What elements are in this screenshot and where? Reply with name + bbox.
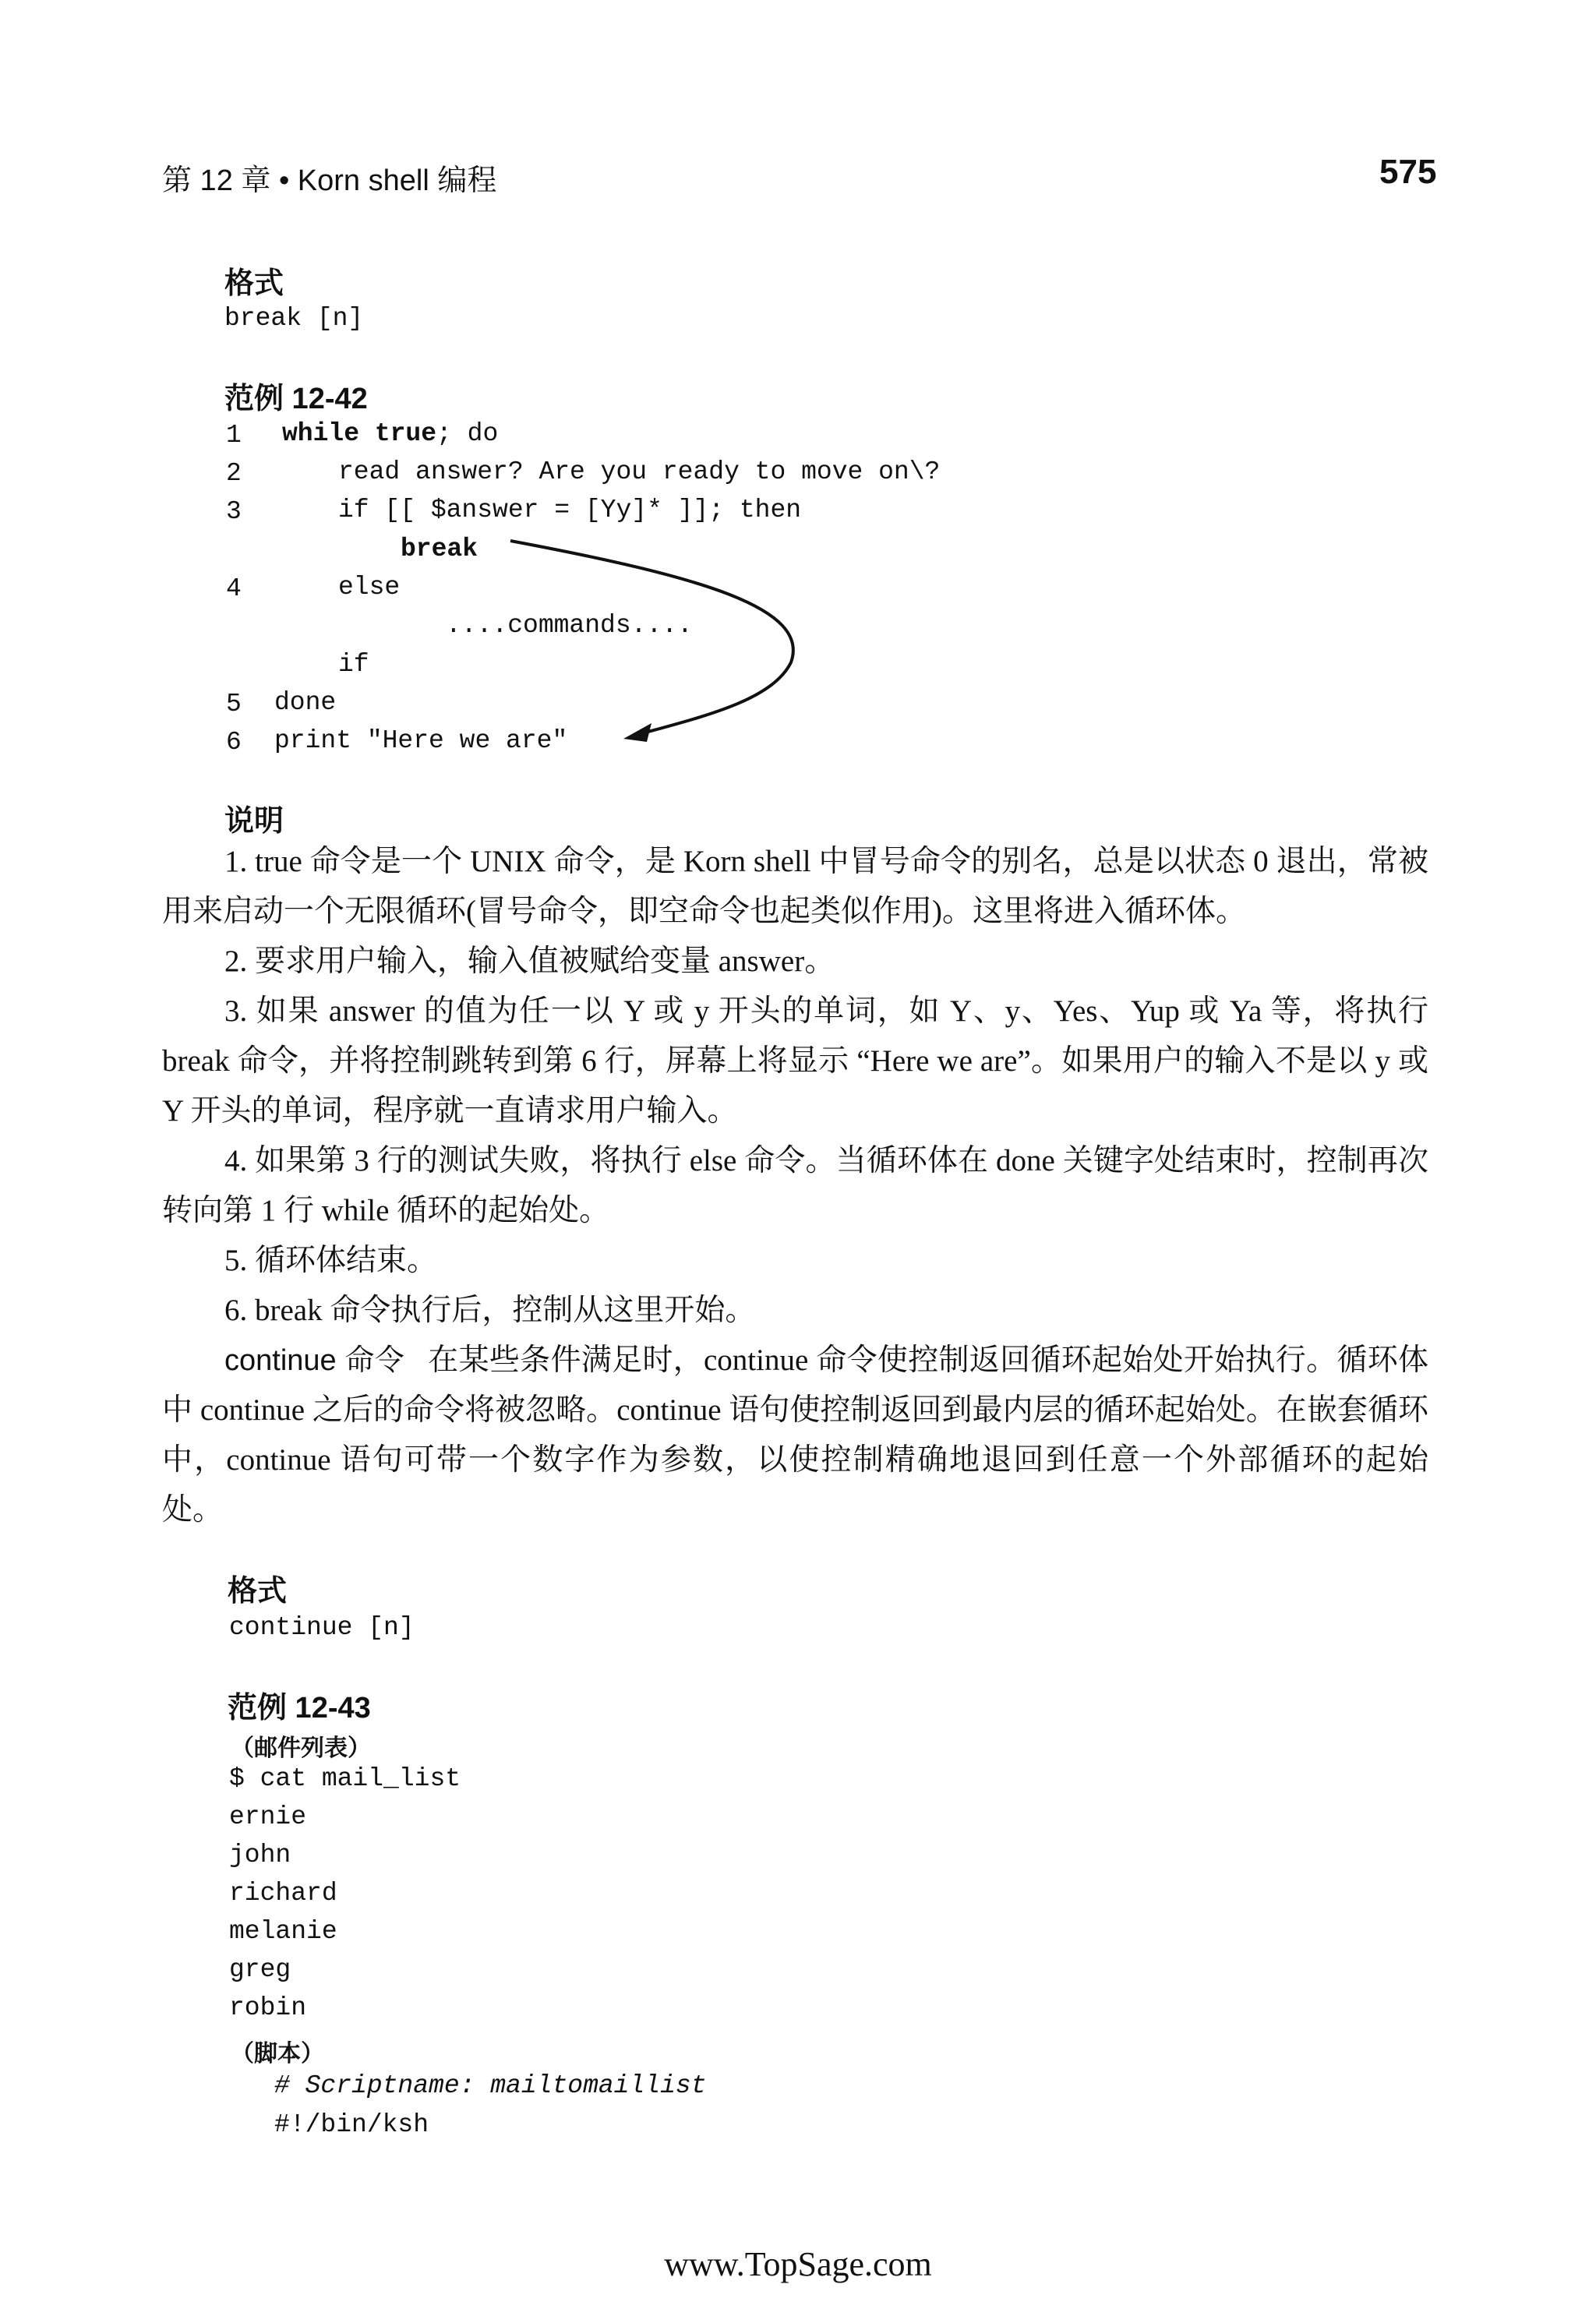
explanation-heading: 说明 (224, 805, 284, 838)
continue-text: 在某些条件满足时，continue 命令使控制返回循环起始处开始执行。循环体中 continue 之后的命令将被忽略。continue 语句使控制返回到最内层的循环起始处。在嵌套循环中，continue 语句可带一个数字作为参数，以使控制精确地退回到任意一个外部循环的起始处。 (162, 1343, 1428, 1527)
code-line: read answer? Are you ready to move on\? (338, 457, 941, 486)
format-syntax: continue [n] (229, 1613, 415, 1642)
explanation-item: 3. 如果 answer 的值为任一以 Y 或 y 开头的单词，如 Y、y、Yes、Yup 或 Ya 等，将执行 break 命令，并将控制跳转到第 6 行，屏幕上将显示 “Here we are”。如果用户的输入不是以 y 或 Y 开头的单词，程序就一直请求用户输入。 (162, 994, 1428, 1128)
example-title: 范例 12-43 (228, 1692, 371, 1725)
code-line: ....commands.... (446, 611, 693, 640)
page-number: 575 (1379, 153, 1437, 191)
explanation-body (162, 837, 1428, 1535)
code-line: if [[ $answer = [Yy]* ]]; then (338, 496, 802, 524)
continue-paragraph (162, 1336, 1428, 1535)
mail-name: robin (229, 1993, 307, 2022)
format-syntax: break [n] (224, 304, 364, 333)
mail-name: ernie (229, 1802, 307, 1831)
explanation-item: 5. 循环体结束。 (224, 1244, 438, 1277)
mail-name: john (229, 1841, 291, 1869)
shebang-line: #!/bin/ksh (274, 2110, 429, 2139)
mail-name: greg (229, 1955, 291, 1984)
example-title: 范例 12-42 (224, 383, 368, 415)
script-label: （脚本） (231, 2041, 324, 2067)
code-line: $ cat mail_list (229, 1764, 461, 1793)
code-line: if (338, 650, 369, 679)
format-heading: 格式 (228, 1575, 288, 1608)
mail-list-label: （邮件列表） (231, 1735, 371, 1761)
explanation-item: 6. break 命令执行后，控制从这里开始。 (224, 1294, 756, 1327)
line-number: 5 (226, 690, 242, 718)
line-number: 3 (226, 497, 242, 526)
line-number: 1 (226, 421, 242, 450)
mail-name: melanie (229, 1917, 337, 1946)
code-line: done (274, 688, 337, 717)
line-number: 6 (226, 728, 242, 757)
line-number: 4 (226, 574, 242, 603)
code-line: print "Here we are" (274, 726, 568, 755)
code-line: else (338, 573, 401, 602)
explanation-item: 2. 要求用户输入，输入值被赋给变量 answer。 (224, 944, 835, 978)
footer-url: www.TopSage.com (664, 2245, 932, 2283)
mail-name: richard (229, 1879, 337, 1908)
continue-keyword: continue 命令 (224, 1344, 405, 1377)
explanation-item: 1. true 命令是一个 UNIX 命令，是 Korn shell 中冒号命令的别名，总是以状态 0 退出，常被用来启动一个无限循环(冒号命令，即空命令也起类似作用)。这里将进入循环体。 (162, 845, 1428, 928)
format-heading: 格式 (224, 267, 284, 300)
code-keyword: while true (282, 419, 437, 448)
line-number: 2 (226, 459, 242, 488)
chapter-header: 第 12 章 • Korn shell 编程 (162, 164, 497, 197)
script-comment: # Scriptname: mailtomaillist (274, 2071, 707, 2100)
explanation-item: 4. 如果第 3 行的测试失败，将执行 else 命令。当循环体在 done 关键字处结束时，控制再次转向第 1 行 while 循环的起始处。 (162, 1144, 1428, 1227)
code-line-break: break (401, 535, 478, 563)
code-text: ; do (436, 419, 499, 448)
